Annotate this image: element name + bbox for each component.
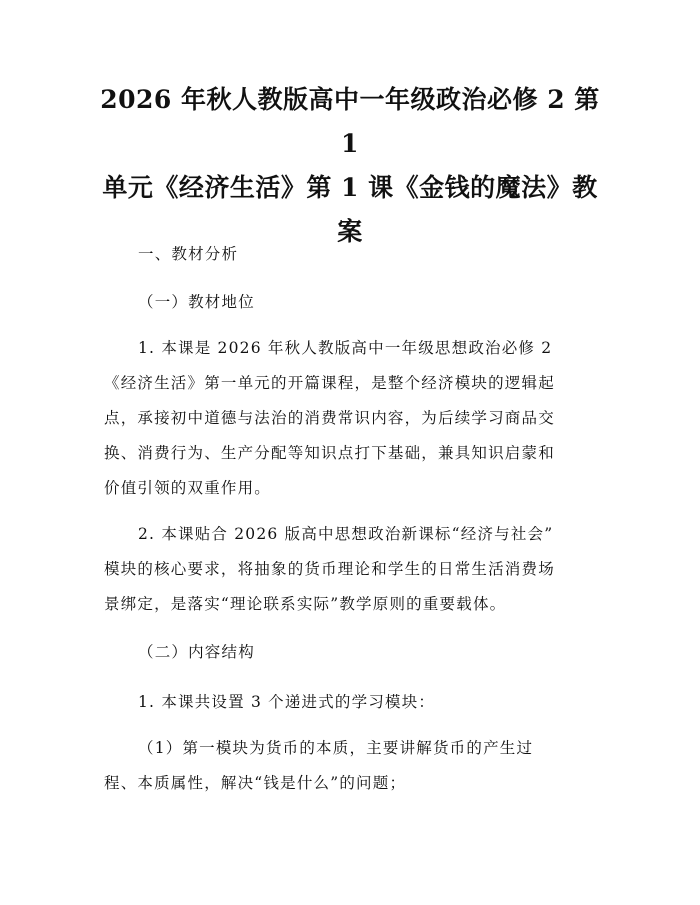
- paragraph-structure-1: 1. 本课共设置 3 个递进式的学习模块：: [138, 693, 436, 711]
- title-line: 单元《经济生活》第 1 课《金钱的魔法》教: [102, 173, 598, 202]
- paragraph-position-2: 2. 本课贴合 2026 版高中思想政治新课标“经济与社会” 模块的核心要求，将抽象的货币理论和学生的日常生活消费场 景绑定，是落实“理论联系实际”教学原则的重要载体。: [104, 525, 555, 613]
- subsection-heading-material-position: （一）教材地位: [138, 293, 255, 311]
- section-heading-teaching-material-analysis: 一、教材分析: [138, 245, 239, 263]
- title-line: 2026 年秋人教版高中一年级政治必修 2 第 1: [100, 85, 600, 158]
- paragraph-position-1: 1. 本课是 2026 年秋人教版高中一年级思想政治必修 2 《经济生活》第一单元的开篇课程，是整个经济模块的逻辑起 点，承接初中道德与法治的消费常识内容，为后续学习商品交 换、消费行为、生产分配等知识点打下基础，兼具知识启蒙和 价值引领的双重作用。: [104, 339, 555, 497]
- subsection-heading-content-structure: （二）内容结构: [138, 643, 255, 661]
- document-title: [90, 78, 610, 254]
- title-line: 案: [337, 217, 363, 246]
- paragraph-structure-module-1: （1）第一模块为货币的本质，主要讲解货币的产生过 程、本质属性，解决“钱是什么”的问题；: [104, 739, 534, 792]
